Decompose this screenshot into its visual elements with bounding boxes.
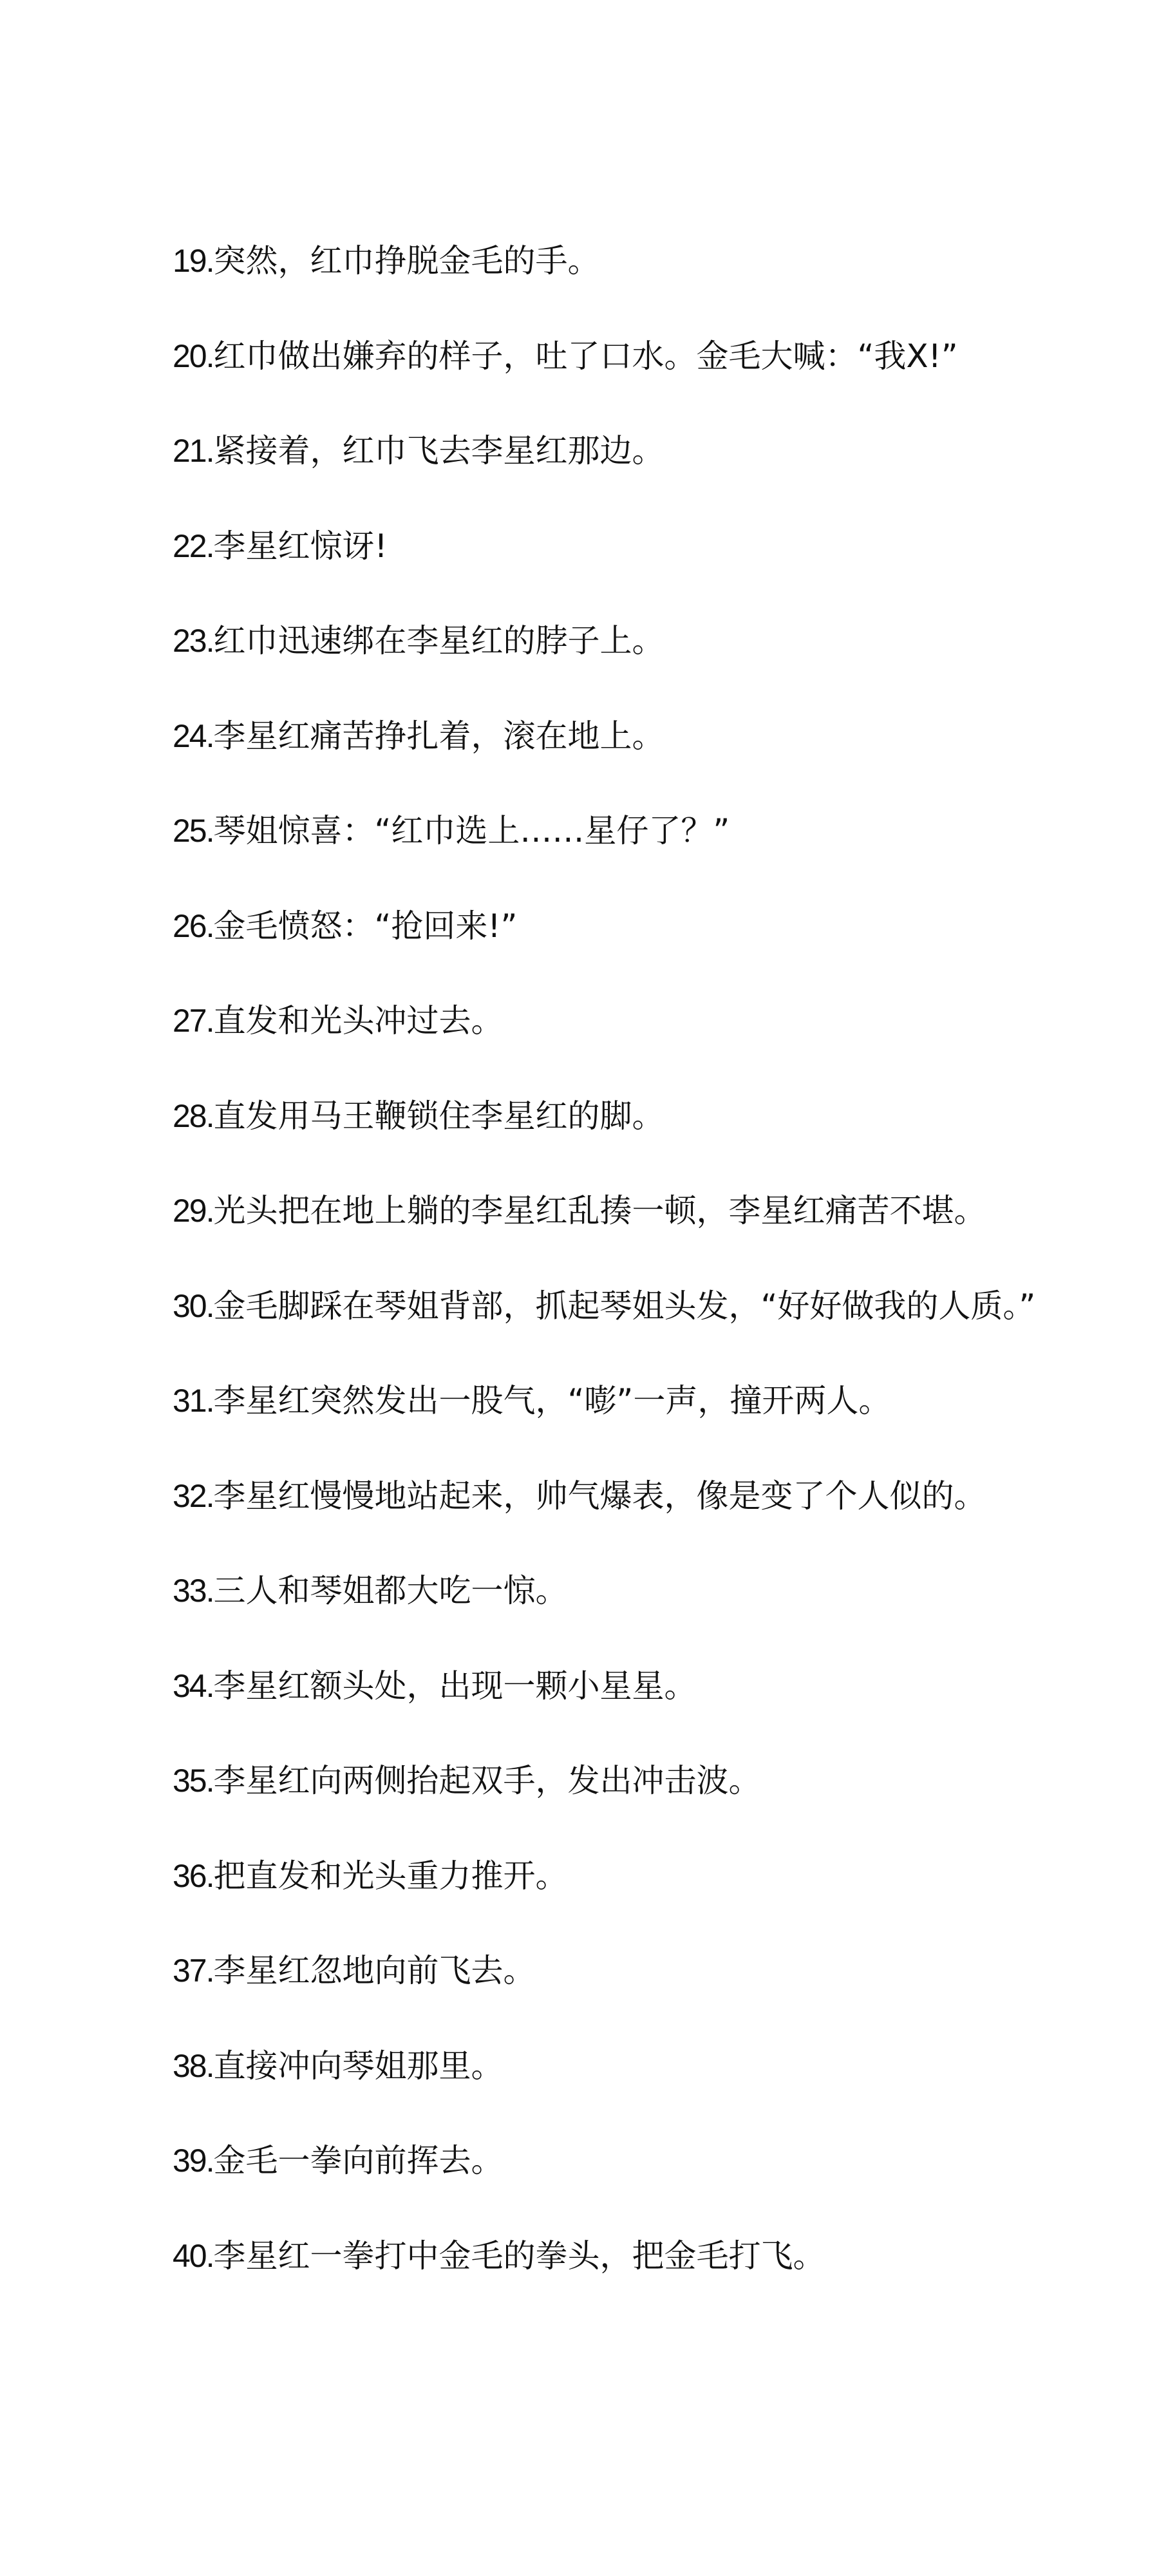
line-number: 26. [173, 907, 214, 944]
line-text: 把直发和光头重力推开。 [213, 1857, 568, 1895]
line-number: 35. [173, 1763, 214, 1799]
line-text: 光头把在地上躺的李星红乱揍一顿，李星红痛苦不堪。 [213, 1192, 986, 1229]
script-line-list [173, 238, 1106, 2328]
line-text: 琴姐惊喜：“红巾选上……星仔了？” [213, 812, 730, 849]
line-text: 直发和光头冲过去。 [213, 1002, 504, 1039]
line-number: 23. [173, 623, 214, 659]
line-text: 金毛脚踩在琴姐背部，抓起琴姐头发，“好好做我的人质。” [213, 1287, 1036, 1325]
line-number: 40. [173, 2237, 214, 2274]
script-line-22 [173, 524, 1106, 619]
line-text: 李星红额头处，出现一颗小星星。 [213, 1667, 697, 1705]
script-line-31 [173, 1378, 1106, 1473]
line-number: 22. [173, 527, 214, 564]
line-text: 李星红一拳打中金毛的拳头，把金毛打飞。 [213, 2237, 825, 2275]
line-number: 21. [173, 433, 214, 469]
line-number: 28. [173, 1097, 214, 1134]
script-line-29 [173, 1188, 1106, 1283]
line-text: 红巾做出嫌弃的样子，吐了口水。金毛大喊：“我X!” [213, 337, 958, 375]
line-number: 30. [173, 1287, 214, 1324]
script-line-24 [173, 714, 1106, 809]
line-number: 25. [173, 813, 214, 849]
script-line-37 [173, 1948, 1106, 2043]
line-text: 李星红惊讶! [213, 527, 388, 565]
script-line-23 [173, 618, 1106, 714]
line-number: 36. [173, 1857, 214, 1894]
script-line-27 [173, 998, 1106, 1094]
line-number: 27. [173, 1003, 214, 1039]
line-text: 三人和琴姐都大吃一惊。 [213, 1572, 568, 1609]
line-text: 李星红痛苦挣扎着，滚在地上。 [213, 717, 664, 755]
line-text: 李星红突然发出一股气，“嘭”一声，撞开两人。 [213, 1382, 891, 1419]
line-text: 李星红慢慢地站起来，帅气爆表，像是变了个人似的。 [213, 1477, 986, 1515]
script-line-26 [173, 904, 1106, 999]
line-text: 李星红忽地向前飞去。 [213, 1952, 536, 1989]
line-number: 32. [173, 1477, 214, 1514]
script-line-20 [173, 334, 1106, 429]
line-number: 33. [173, 1573, 214, 1609]
line-number: 39. [173, 2143, 214, 2179]
line-text: 李星红向两侧抬起双手，发出冲击波。 [213, 1762, 761, 1799]
line-number: 20. [173, 337, 214, 374]
script-line-38 [173, 2043, 1106, 2139]
script-line-30 [173, 1283, 1106, 1379]
script-line-25 [173, 808, 1106, 904]
script-line-34 [173, 1663, 1106, 1759]
line-text: 直发用马王鞭锁住李星红的脚。 [213, 1097, 664, 1135]
script-line-32 [173, 1473, 1106, 1569]
line-text: 突然，红巾挣脱金毛的手。 [213, 242, 600, 279]
line-number: 24. [173, 717, 214, 754]
script-line-28 [173, 1094, 1106, 1189]
script-line-33 [173, 1568, 1106, 1663]
line-number: 31. [173, 1383, 214, 1419]
line-text: 金毛愤怒：“抢回来!” [213, 907, 518, 945]
line-number: 34. [173, 1667, 214, 1704]
line-text: 红巾迅速绑在李星红的脖子上。 [213, 622, 664, 659]
script-line-36 [173, 1853, 1106, 1949]
script-line-21 [173, 428, 1106, 524]
script-line-39 [173, 2138, 1106, 2233]
script-line-19 [173, 238, 1106, 334]
line-text: 金毛一拳向前挥去。 [213, 2142, 504, 2179]
line-number: 19. [173, 243, 214, 279]
line-number: 38. [173, 2047, 214, 2084]
line-number: 37. [173, 1953, 214, 1989]
line-text: 直接冲向琴姐那里。 [213, 2047, 504, 2085]
line-text: 紧接着，红巾飞去李星红那边。 [213, 432, 664, 469]
line-number: 29. [173, 1193, 214, 1229]
script-line-40 [173, 2233, 1106, 2329]
script-line-35 [173, 1758, 1106, 1853]
